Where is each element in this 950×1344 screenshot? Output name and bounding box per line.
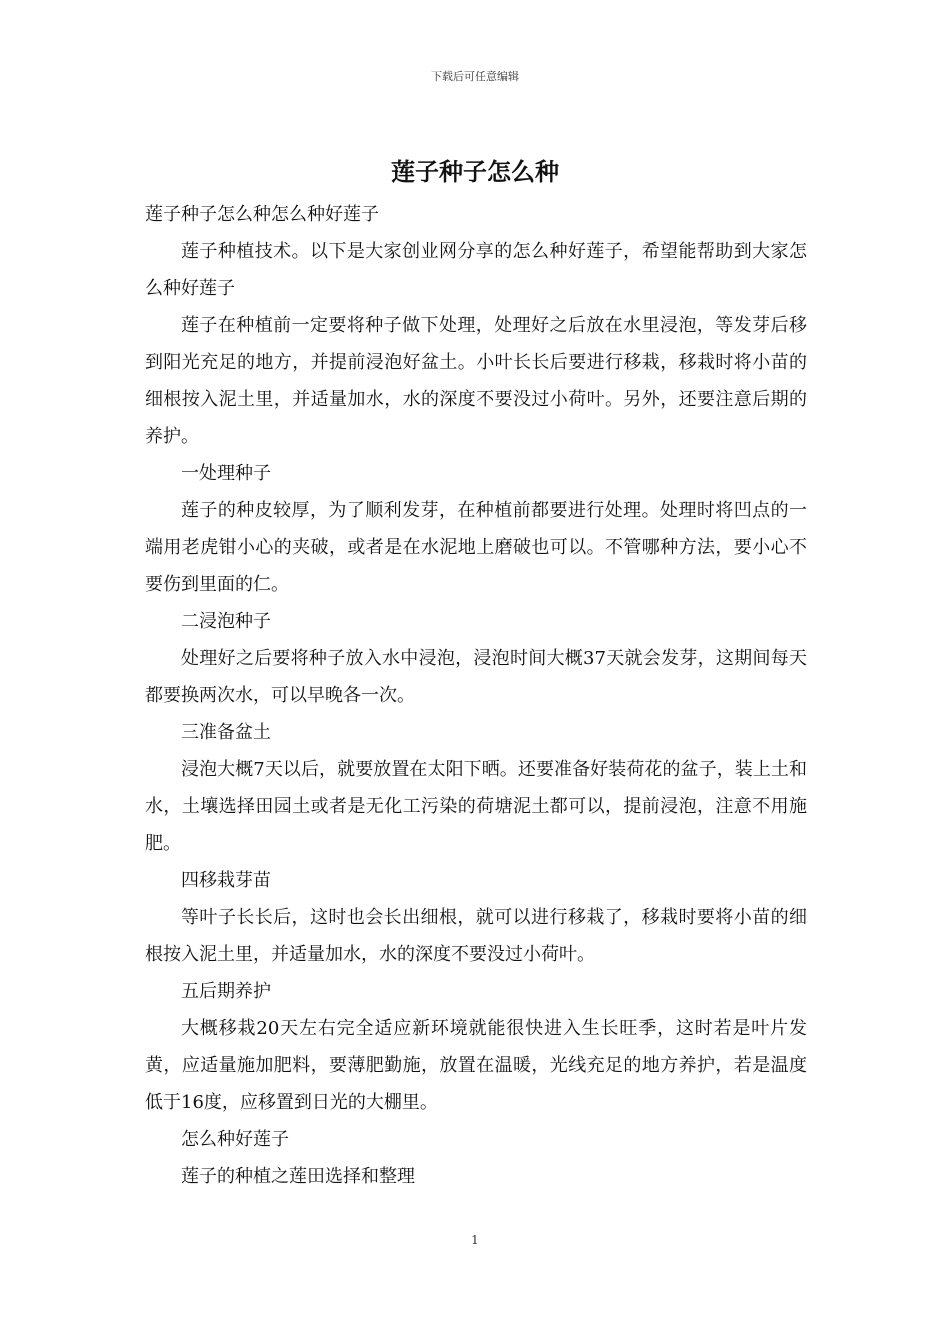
subtitle-paragraph: 莲子种子怎么种怎么种好莲子 <box>145 204 379 225</box>
section-heading-7: 莲子的种植之莲田选择和整理 <box>181 1166 415 1187</box>
section-heading-4: 四移栽芽苗 <box>181 870 271 891</box>
paragraph-section-5: 大概移栽20天左右完全适应新环境就能很快进入生长旺季，这时若是叶片发黄，应适量施加肥料，要薄肥勤施，放置在温暖，光线充足的地方养护，若是温度低于16度，应移置到日光的大棚里。 <box>145 1018 807 1113</box>
section-heading-1: 一处理种子 <box>181 463 271 484</box>
document-body <box>145 196 807 1195</box>
paragraph-section-3: 浸泡大概7天以后，就要放置在太阳下晒。还要准备好装荷花的盆子，装上土和水，土壤选择田园土或者是无化工污染的荷塘泥土都可以，提前浸泡，注意不用施肥。 <box>145 759 807 854</box>
page-number: 1 <box>471 1233 479 1247</box>
paragraph-intro: 莲子种植技术。以下是大家创业网分享的怎么种好莲子，希望能帮助到大家怎么种好莲子 <box>145 241 807 299</box>
section-heading-6: 怎么种好莲子 <box>181 1129 289 1150</box>
header-note: 下载后可任意编辑 <box>431 70 519 83</box>
document-title: 莲子种子怎么种 <box>391 157 559 186</box>
paragraph-overview: 莲子在种植前一定要将种子做下处理，处理好之后放在水里浸泡，等发芽后移到阳光充足的地方，并提前浸泡好盆土。小叶长长后要进行移栽，移栽时将小苗的细根按入泥土里，并适量加水，水的深度不要没过小荷叶。另外，还要注意后期的养护。 <box>145 315 807 447</box>
section-heading-2: 二浸泡种子 <box>181 611 271 632</box>
paragraph-section-4: 等叶子长长后，这时也会长出细根，就可以进行移栽了，移栽时要将小苗的细根按入泥土里，并适量加水，水的深度不要没过小荷叶。 <box>145 907 807 965</box>
section-heading-3: 三准备盆土 <box>181 722 271 743</box>
paragraph-section-1: 莲子的种皮较厚，为了顺利发芽，在种植前都要进行处理。处理时将凹点的一端用老虎钳小心的夹破，或者是在水泥地上磨破也可以。不管哪种方法，要小心不要伤到里面的仁。 <box>145 500 807 595</box>
section-heading-5: 五后期养护 <box>181 981 271 1002</box>
paragraph-section-2: 处理好之后要将种子放入水中浸泡，浸泡时间大概37天就会发芽，这期间每天都要换两次水，可以早晚各一次。 <box>145 648 807 706</box>
